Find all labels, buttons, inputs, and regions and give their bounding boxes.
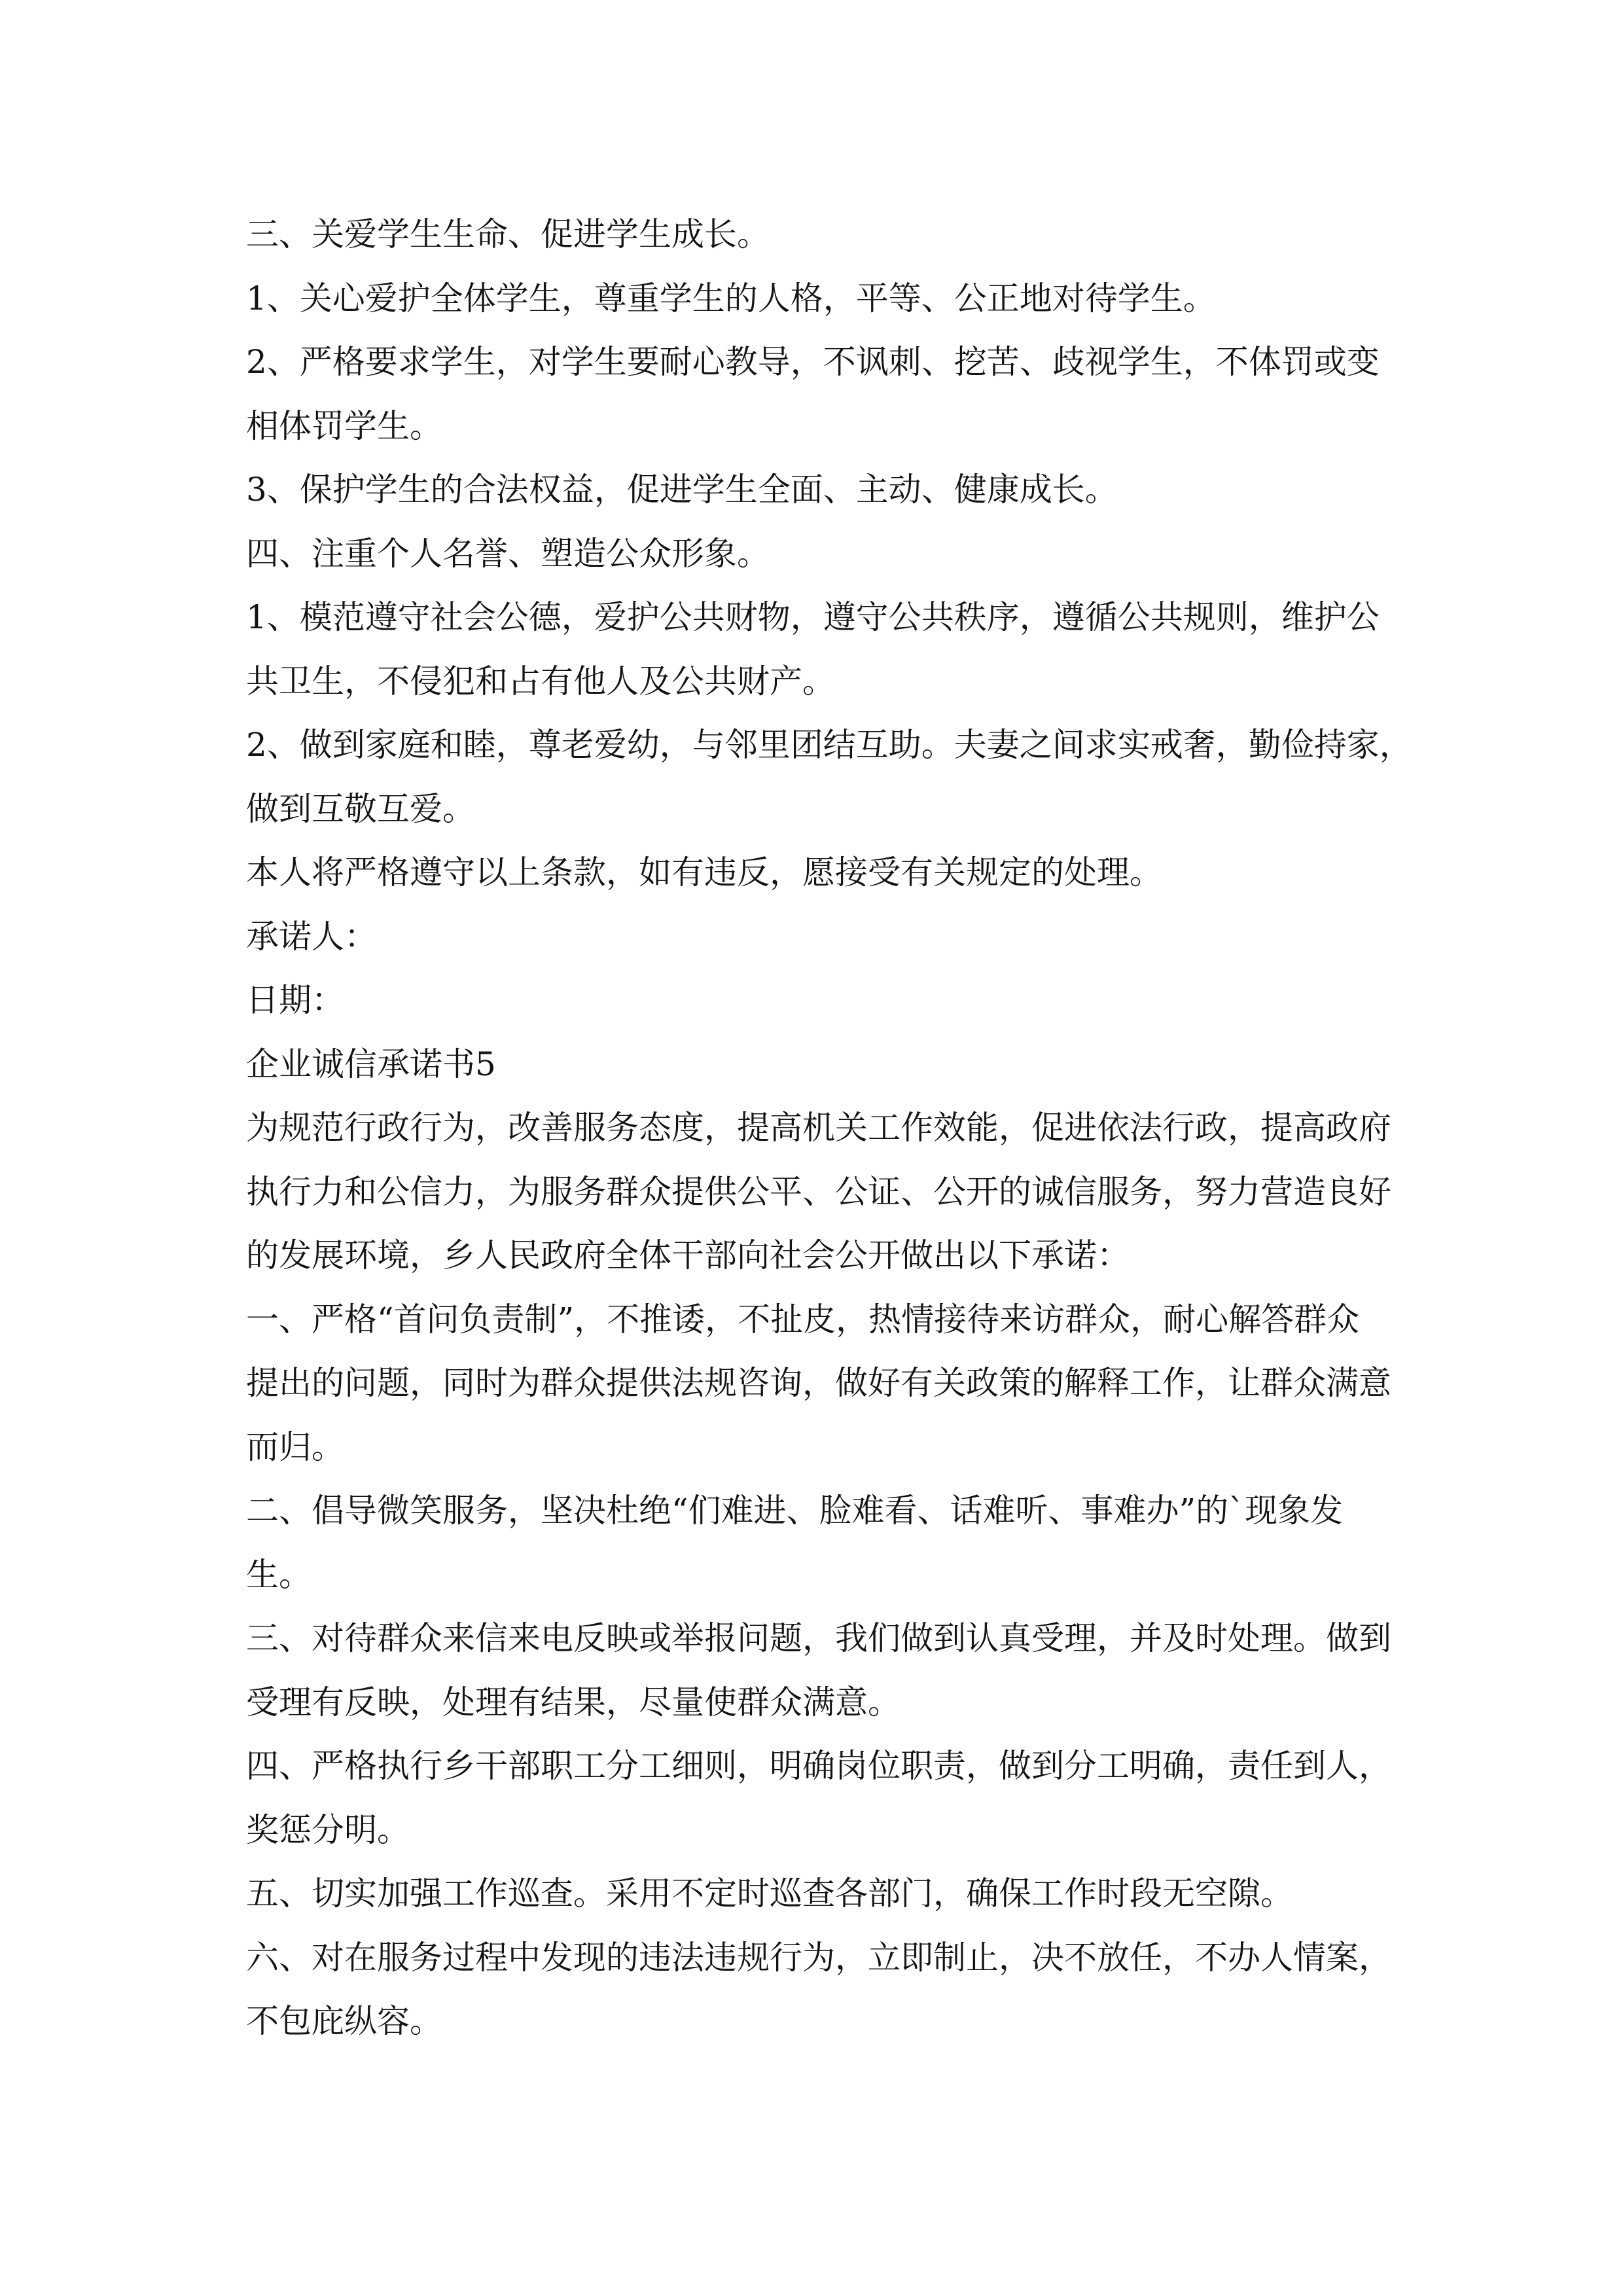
document-title: 企业诚信承诺书5 xyxy=(246,1045,496,1083)
paragraph-line: 的发展环境，乡人民政府全体干部向社会公开做出以下承诺： xyxy=(246,1236,1130,1274)
paragraph-line: 2、做到家庭和睦，尊老爱幼，与邻里团结互助。夫妻之间求实戒奢，勤俭持家， xyxy=(246,726,1412,764)
section-heading-4: 四、注重个人名誉、塑造公众形象。 xyxy=(246,534,770,573)
paragraph-line: 不包庇纵容。 xyxy=(246,2002,442,2040)
paragraph-line: 做到互敬互爱。 xyxy=(246,789,475,828)
paragraph-line: 二、倡导微笑服务，坚决杜绝“们难进、脸难看、话难听、事难办”的`现象发 xyxy=(246,1492,1344,1530)
paragraph-line: 执行力和公信力，为服务群众提供公平、公证、公开的诚信服务，努力营造良好 xyxy=(246,1172,1391,1211)
paragraph-line: 五、切实加强工作巡查。采用不定时巡查各部门，确保工作时段无空隙。 xyxy=(246,1874,1293,1912)
paragraph-line: 2、严格要求学生，对学生要耐心教导，不讽刺、挖苦、歧视学生，不体罚或变 xyxy=(246,343,1380,381)
closing-statement: 本人将严格遵守以上条款，如有违反，愿接受有关规定的处理。 xyxy=(246,853,1162,891)
paragraph-line: 提出的问题，同时为群众提供法规咨询，做好有关政策的解释工作，让群众满意 xyxy=(246,1364,1391,1402)
paragraph-line: 六、对在服务过程中发现的违法违规行为，立即制止，决不放任，不办人情案， xyxy=(246,1938,1391,1977)
paragraph-line: 三、对待群众来信来电反映或举报问题，我们做到认真受理，并及时处理。做到 xyxy=(246,1619,1391,1657)
paragraph-line: 四、严格执行乡干部职工分工细则，明确岗位职责，做到分工明确，责任到人， xyxy=(246,1747,1391,1785)
paragraph-line: 相体罚学生。 xyxy=(246,406,442,445)
paragraph-line: 而归。 xyxy=(246,1427,344,1466)
paragraph-line: 3、保护学生的合法权益，促进学生全面、主动、健康成长。 xyxy=(246,471,1118,509)
paragraph-line: 1、模范遵守社会公德，爱护公共财物，遵守公共秩序，遵循公共规则，维护公 xyxy=(246,598,1380,636)
paragraph-line: 一、严格“首问负责制”，不推诿，不扯皮，热情接待来访群众，耐心解答群众 xyxy=(246,1300,1360,1338)
paragraph-line: 为规范行政行为，改善服务态度，提高机关工作效能，促进依法行政，提高政府 xyxy=(246,1109,1391,1147)
paragraph-line: 奖惩分明。 xyxy=(246,1810,410,1849)
document-body xyxy=(246,203,1412,2054)
date-label: 日期： xyxy=(246,981,344,1019)
section-heading-3: 三、关爱学生生命、促进学生成长。 xyxy=(246,215,770,253)
paragraph-line: 生。 xyxy=(246,1555,312,1594)
signatory-label: 承诺人： xyxy=(246,917,377,956)
paragraph-line: 共卫生，不侵犯和占有他人及公共财产。 xyxy=(246,662,835,700)
paragraph-line: 1、关心爱护全体学生，尊重学生的人格，平等、公正地对待学生。 xyxy=(246,279,1216,317)
paragraph-line: 受理有反映，处理有结果，尽量使群众满意。 xyxy=(246,1683,901,1721)
